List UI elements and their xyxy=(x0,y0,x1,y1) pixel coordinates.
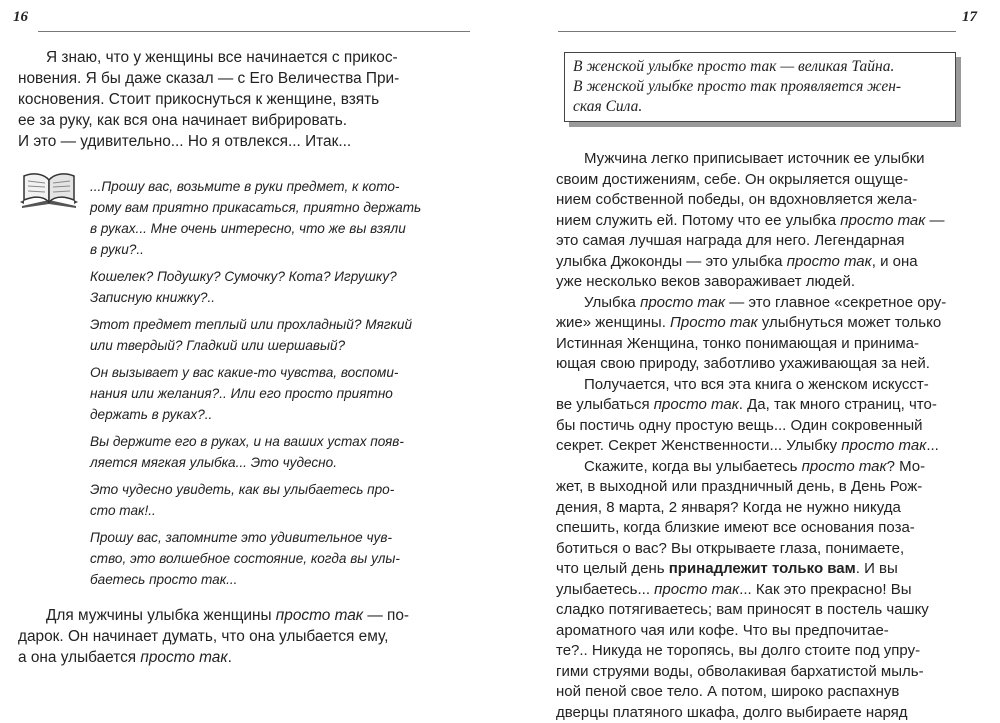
page-number-left: 16 xyxy=(13,9,28,26)
quote-paragraph xyxy=(90,527,472,590)
quote-line: ство, это волшебное состояние, когда вы улы- xyxy=(90,548,472,569)
quote-line: ...Прошу вас, возьмите в руки предмет, к кото- xyxy=(90,176,472,197)
text-line: косновения. Стоит прикоснуться к женщине, взять xyxy=(18,89,470,110)
quote-line: Записную книжку?.. xyxy=(90,287,472,308)
text-line: ве улыбаться просто так. Да, так много страниц, что- xyxy=(556,395,984,416)
header-rule-right xyxy=(558,31,956,32)
italic-quote-block xyxy=(90,176,472,596)
quote-paragraph xyxy=(90,176,472,260)
quote-paragraph xyxy=(90,266,472,308)
text-line: нием служить ей. Потому что ее улыбка просто так — xyxy=(556,211,984,232)
callout-line: В женской улыбке просто так — великая Тайна. xyxy=(573,57,947,77)
text-line: сладко потягиваетесь; вам приносят в постель чашку xyxy=(556,600,984,621)
text-line: ющая свою природу, заботливо ухаживающая за ней. xyxy=(556,354,984,375)
outro-paragraph xyxy=(18,605,470,668)
text-line: улыбаетесь... просто так... Как это прекрасно! Вы xyxy=(556,580,984,601)
text-line: Я знаю, что у женщины все начинается с прикос- xyxy=(18,47,470,68)
quote-line: в руки?.. xyxy=(90,239,472,260)
intro-paragraph xyxy=(18,47,470,152)
text-line: Получается, что вся эта книга о женском искусст- xyxy=(556,375,984,396)
text-line: ее за руку, как вся она начинает вибрировать. xyxy=(18,110,470,131)
highlight-callout-box xyxy=(564,52,956,122)
right-body-text xyxy=(556,149,984,723)
quote-line: ляется мягкая улыбка... Это чудесно. xyxy=(90,452,472,473)
quote-line: или твердый? Гладкий или шершавый? xyxy=(90,335,472,356)
quote-paragraph xyxy=(90,431,472,473)
open-book-icon xyxy=(16,168,82,217)
text-line: уже несколько веков завораживает людей. xyxy=(556,272,984,293)
text-line: жет, в выходной или праздничный день, в День Рож- xyxy=(556,477,984,498)
quote-line: нания или желания?.. Или его просто приятно xyxy=(90,383,472,404)
page-number-right: 17 xyxy=(962,9,977,26)
text-line: Скажите, когда вы улыбаетесь просто так? Мо- xyxy=(556,457,984,478)
text-line: бы постичь одну простую вещь... Один сокровенный xyxy=(556,416,984,437)
header-rule-left xyxy=(38,31,470,32)
text-line: дения, 8 марта, 2 января? Когда не нужно никуда xyxy=(556,498,984,519)
text-line: что целый день принадлежит только вам. И вы xyxy=(556,559,984,580)
text-line: ботиться о вас? Вы открываете глаза, понимаете, xyxy=(556,539,984,560)
quote-paragraph xyxy=(90,362,472,425)
quote-paragraph xyxy=(90,314,472,356)
text-line: ной пеной свое тело. А потом, широко распахнув xyxy=(556,682,984,703)
text-line: это самая лучшая награда для него. Легендарная xyxy=(556,231,984,252)
text-line: нием собственной победы, он вдохновляется жела- xyxy=(556,190,984,211)
quote-paragraph xyxy=(90,479,472,521)
quote-line: Кошелек? Подушку? Сумочку? Кота? Игрушку? xyxy=(90,266,472,287)
quote-line: в руках... Мне очень интересно, что же вы взяли xyxy=(90,218,472,239)
text-line: ароматного чая или кофе. Что вы предпочитае- xyxy=(556,621,984,642)
text-line: своим достижениям, себе. Он окрыляется ощуще- xyxy=(556,170,984,191)
text-line: те?.. Никуда не торопясь, вы долго стоите под упру- xyxy=(556,641,984,662)
text-line: Истинная Женщина, тонко понимающая и принима- xyxy=(556,334,984,355)
quote-line: Он вызывает у вас какие-то чувства, воспоми- xyxy=(90,362,472,383)
quote-line: Вы держите его в руках, и на ваших устах появ- xyxy=(90,431,472,452)
text-line: дверцы платяного шкафа, долго выбираете наряд xyxy=(556,703,984,723)
text-line: секрет. Секрет Женственности... Улыбку просто так... xyxy=(556,436,984,457)
right-page xyxy=(500,0,1000,694)
quote-line: баетесь просто так... xyxy=(90,569,472,590)
text-line: Улыбка просто так — это главное «секретное ору- xyxy=(556,293,984,314)
text-line: жие» женщины. Просто так улыбнуться может только xyxy=(556,313,984,334)
quote-line: Этот предмет теплый или прохладный? Мягкий xyxy=(90,314,472,335)
quote-line: рому вам приятно прикасаться, приятно держать xyxy=(90,197,472,218)
left-page xyxy=(0,0,500,694)
text-line: Для мужчины улыбка женщины просто так — по- xyxy=(18,605,470,626)
text-line: а она улыбается просто так. xyxy=(18,647,470,668)
callout-line: ская Сила. xyxy=(573,97,947,117)
quote-line: держать в руках?.. xyxy=(90,404,472,425)
callout-line: В женской улыбке просто так проявляется жен- xyxy=(573,77,947,97)
quote-line: сто так!.. xyxy=(90,500,472,521)
text-line: спешить, когда близкие имеют все основания поза- xyxy=(556,518,984,539)
quote-line: Это чудесно увидеть, как вы улыбаетесь про- xyxy=(90,479,472,500)
quote-line: Прошу вас, запомните это удивительное чув- xyxy=(90,527,472,548)
text-line: И это — удивительно... Но я отвлекся... Итак... xyxy=(18,131,470,152)
text-line: новения. Я бы даже сказал — с Его Величества При- xyxy=(18,68,470,89)
text-line: гими струями воды, обволакивая бархатистой мыль- xyxy=(556,662,984,683)
text-line: Мужчина легко приписывает источник ее улыбки xyxy=(556,149,984,170)
text-line: дарок. Он начинает думать, что она улыбается ему, xyxy=(18,626,470,647)
text-line: улыбка Джоконды — это улыбка просто так, и она xyxy=(556,252,984,273)
